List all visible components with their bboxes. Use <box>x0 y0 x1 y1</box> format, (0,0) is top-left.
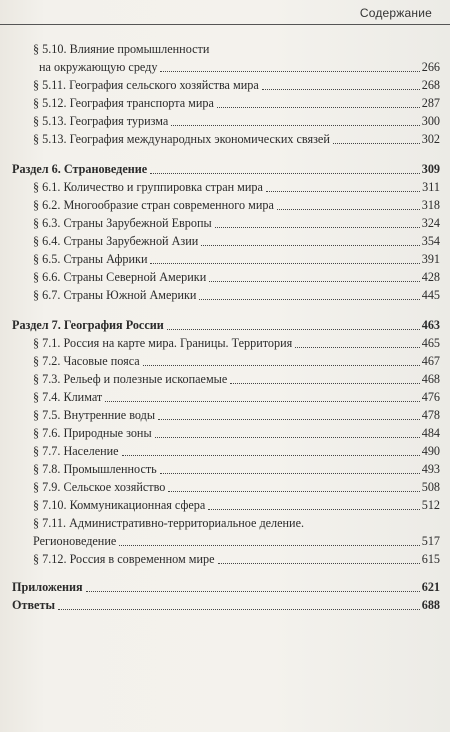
toc-entry[interactable] <box>12 478 440 496</box>
toc-entry[interactable] <box>12 334 440 352</box>
toc-entry[interactable] <box>12 442 440 460</box>
toc-entry-label: § 7.8. Промышленность <box>33 462 157 476</box>
toc-entry[interactable] <box>12 178 440 196</box>
toc-entry-label: § 6.1. Количество и группировка стран мира <box>33 180 263 194</box>
dot-leader <box>150 263 419 264</box>
toc-entry-page: 508 <box>421 480 440 494</box>
toc-group-section-7 <box>12 334 440 568</box>
toc-entry-label: § 5.13. География туризма <box>33 114 169 128</box>
toc-entry-page: 302 <box>421 132 440 146</box>
toc-entry[interactable] <box>12 424 440 442</box>
toc-entry[interactable] <box>12 130 440 148</box>
toc-entry-label: § 7.10. Коммуникационная сфера <box>33 498 206 512</box>
toc-entry-page: 268 <box>421 78 440 92</box>
dot-leader <box>277 209 420 210</box>
toc-entry-page: 300 <box>421 114 440 128</box>
toc-entry-page: 517 <box>421 534 440 548</box>
dot-leader <box>86 591 420 592</box>
dot-leader <box>333 143 420 144</box>
toc-entry-page: 266 <box>421 60 440 74</box>
toc-entry-page: 445 <box>421 288 440 302</box>
toc-entry-label: § 7.7. Население <box>33 444 119 458</box>
toc-entry-page: 391 <box>421 252 440 266</box>
toc-entry-page: 309 <box>421 162 440 176</box>
toc-entry-page: 311 <box>422 180 440 194</box>
toc-entry-label: Ответы <box>12 598 55 612</box>
dot-leader <box>295 347 420 348</box>
toc-section-7[interactable] <box>12 316 440 334</box>
dot-leader <box>158 419 420 420</box>
dot-leader <box>201 245 419 246</box>
dot-leader <box>122 455 420 456</box>
toc-entry[interactable] <box>12 76 440 94</box>
toc-entry[interactable] <box>12 532 440 550</box>
toc-entry-label: § 7.2. Часовые пояса <box>33 354 140 368</box>
toc-entry-label: Регионоведение <box>33 534 117 548</box>
toc-entry[interactable] <box>12 496 440 514</box>
toc-entry-label: § 7.4. Климат <box>33 390 103 404</box>
dot-leader <box>168 491 419 492</box>
toc-entry-page: 615 <box>421 552 440 566</box>
toc-entry[interactable] <box>12 460 440 478</box>
toc-entry-page: 478 <box>421 408 440 422</box>
toc-entry-page: 493 <box>421 462 440 476</box>
dot-leader <box>218 563 420 564</box>
toc-entry-label: § 6.2. Многообразие стран современного мира <box>33 198 274 212</box>
toc-entry-label: Раздел 7. География России <box>12 318 164 332</box>
dot-leader <box>230 383 419 384</box>
toc-entry-label: § 6.5. Страны Африки <box>33 252 148 266</box>
dot-leader <box>209 281 420 282</box>
dot-leader <box>215 227 420 228</box>
dot-leader <box>171 125 419 126</box>
toc-entry-page: 318 <box>421 198 440 212</box>
toc-entry-label: § 6.6. Страны Северной Америки <box>33 270 207 284</box>
toc-entry-page: 428 <box>421 270 440 284</box>
toc-entry-page: 465 <box>421 336 440 350</box>
toc-entry-page: 490 <box>421 444 440 458</box>
dot-leader <box>150 173 420 174</box>
toc-entry-page: 468 <box>421 372 440 386</box>
toc-entry[interactable] <box>12 232 440 250</box>
toc-entry[interactable] <box>12 112 440 130</box>
dot-leader <box>58 609 420 610</box>
toc-entry-label: § 5.10. Влияние промышленности <box>33 42 210 56</box>
toc-entry-page: 484 <box>421 426 440 440</box>
dot-leader <box>143 365 420 366</box>
dot-leader <box>160 473 420 474</box>
toc-entry-page: 688 <box>421 598 440 612</box>
dot-leader <box>167 329 420 330</box>
toc-entry-page: 512 <box>421 498 440 512</box>
toc-entry-label: § 6.3. Страны Зарубежной Европы <box>33 216 212 230</box>
toc-entry[interactable] <box>12 286 440 304</box>
toc-entry-label: § 7.11. Административно-территориальное деление. <box>33 516 305 530</box>
toc-entry[interactable] <box>12 352 440 370</box>
dot-leader <box>217 107 420 108</box>
toc-group-section-5 <box>12 40 440 148</box>
toc-entry-page: 354 <box>421 234 440 248</box>
toc-entry-page: 324 <box>421 216 440 230</box>
toc-entry-label: § 7.3. Рельеф и полезные ископаемые <box>33 372 228 386</box>
toc-entry-label: Раздел 6. Страноведение <box>12 162 148 176</box>
toc-entry[interactable] <box>12 550 440 568</box>
dot-leader <box>119 545 419 546</box>
toc-entry-label: § 7.5. Внутренние воды <box>33 408 156 422</box>
toc-entry[interactable] <box>12 58 440 76</box>
toc-entry[interactable] <box>12 406 440 424</box>
toc-entry-label: § 7.9. Сельское хозяйство <box>33 480 166 494</box>
toc-entry-label: § 5.13. География международных экономических связей <box>33 132 330 146</box>
toc-section-6[interactable] <box>12 160 440 178</box>
toc-entry-label: на окружающую среду <box>39 60 158 74</box>
toc-entry-label: § 7.6. Природные зоны <box>33 426 152 440</box>
toc-appendices[interactable] <box>12 578 440 596</box>
toc-entry-page: 621 <box>421 580 440 594</box>
toc-entry-label: Приложения <box>12 580 83 594</box>
toc-entry[interactable] <box>12 40 440 58</box>
header-rule <box>0 24 450 25</box>
dot-leader <box>160 71 419 72</box>
toc-answers[interactable] <box>12 596 440 614</box>
dot-leader <box>266 191 420 192</box>
dot-leader <box>199 299 419 300</box>
toc-entry-page: 467 <box>421 354 440 368</box>
toc-entry-page: 287 <box>421 96 440 110</box>
toc-entry[interactable] <box>12 94 440 112</box>
dot-leader <box>105 401 419 402</box>
toc-entry-label: § 6.7. Страны Южной Америки <box>33 288 197 302</box>
toc-entry-label: § 6.4. Страны Зарубежной Азии <box>33 234 199 248</box>
toc-entry-page: 476 <box>421 390 440 404</box>
table-of-contents <box>12 40 440 614</box>
toc-entry[interactable] <box>12 388 440 406</box>
dot-leader <box>208 509 419 510</box>
toc-entry[interactable] <box>12 196 440 214</box>
dot-leader <box>155 437 420 438</box>
toc-entry[interactable] <box>12 268 440 286</box>
toc-entry-label: § 7.12. Россия в современном мире <box>33 552 215 566</box>
toc-entry[interactable] <box>12 370 440 388</box>
running-header: Содержание <box>359 6 432 20</box>
toc-entry-page: 463 <box>421 318 440 332</box>
toc-entry-label: § 5.12. География транспорта мира <box>33 96 214 110</box>
toc-entry[interactable] <box>12 250 440 268</box>
toc-entry[interactable] <box>12 514 440 532</box>
toc-group-section-6 <box>12 178 440 304</box>
toc-entry[interactable] <box>12 214 440 232</box>
dot-leader <box>262 89 420 90</box>
toc-entry-label: § 5.11. География сельского хозяйства мира <box>33 78 259 92</box>
toc-entry-label: § 7.1. Россия на карте мира. Границы. Территория <box>33 336 293 350</box>
